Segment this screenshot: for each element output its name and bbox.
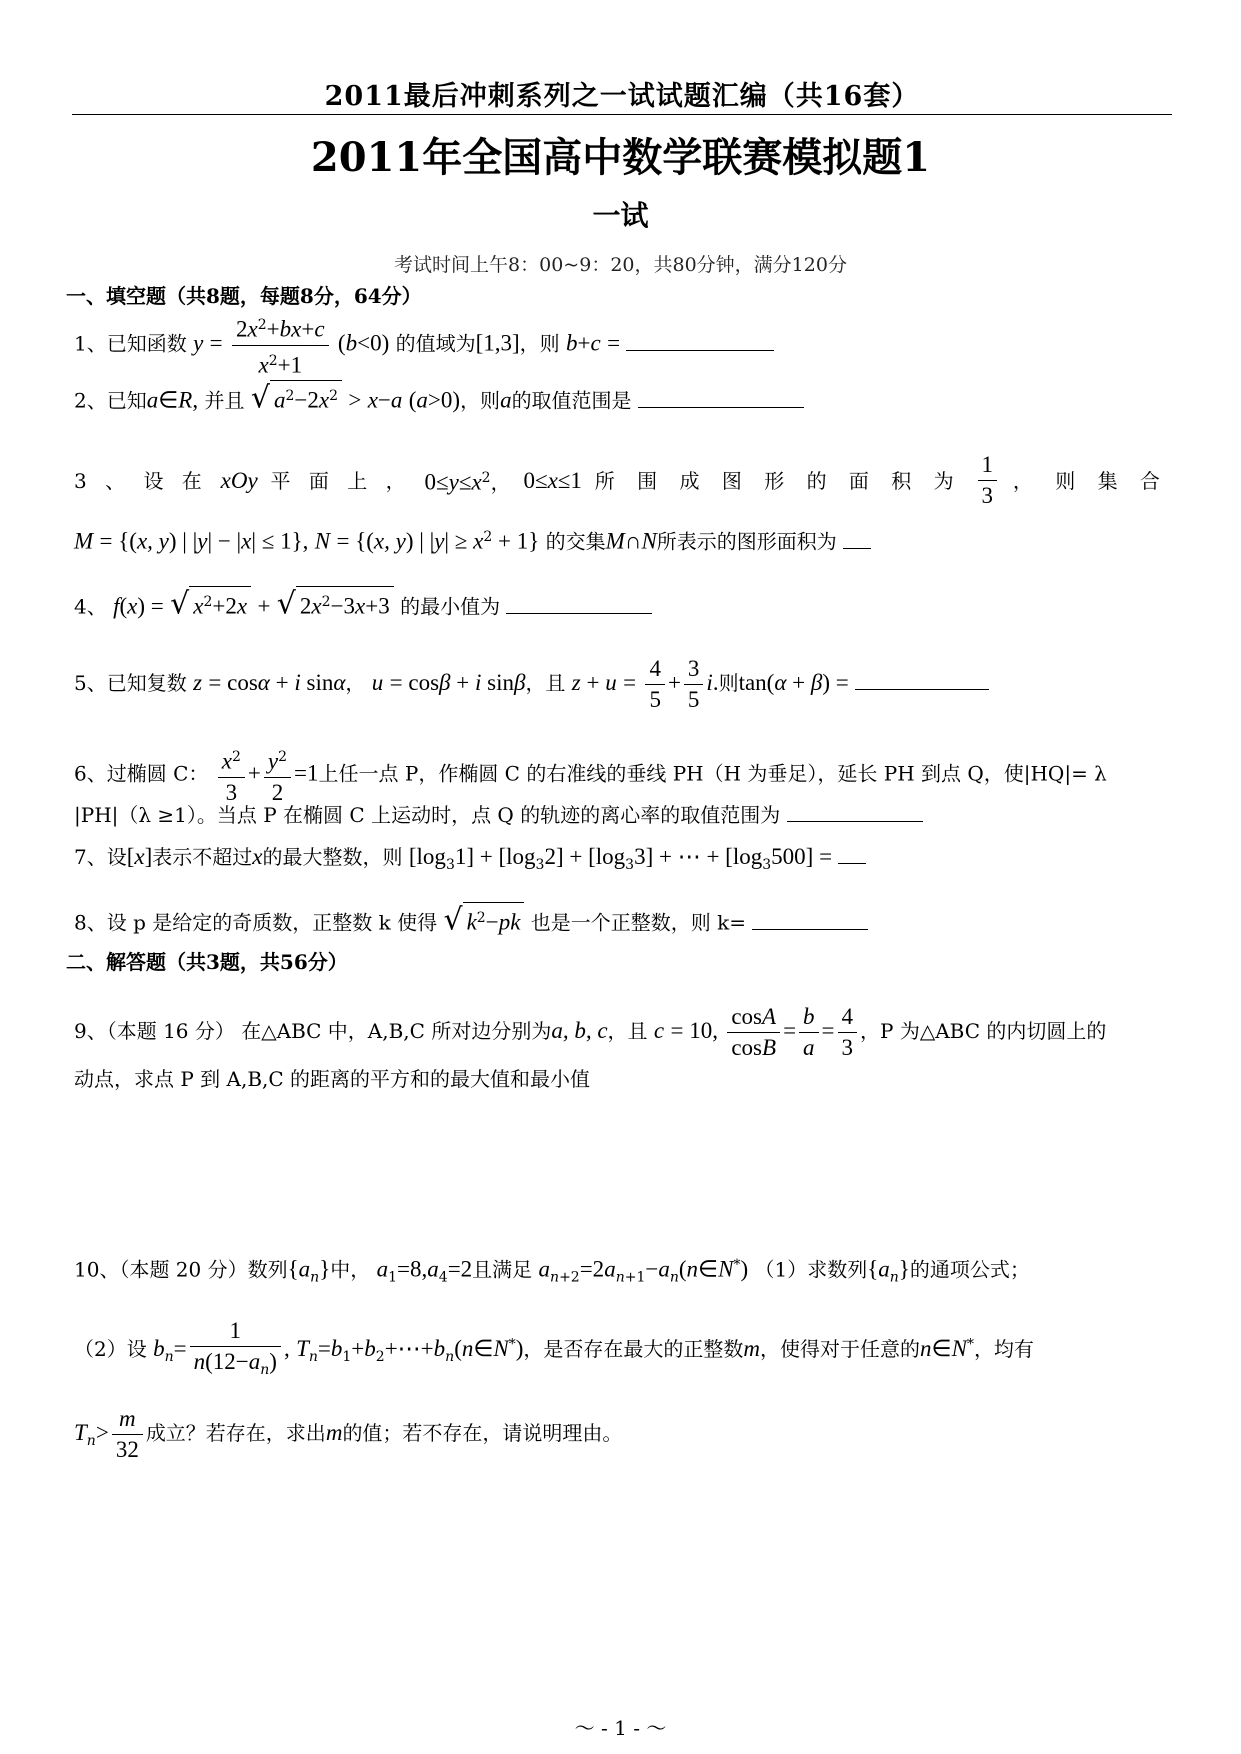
question-9: 9、（本题 16 分） 在△ABC 中，A,B,C 所对边分别为a, b, c，且 c = 10, $\frac{\cos A}{\cos B}$ = $\frac{b}{a}$ = $\frac{4}{3}$ ，P 为△ABC 的内切圆上的 [74, 1004, 1107, 1060]
question-10: 10、（本题 20 分）数列$\{a_n\}$中， $a_1=8,a_4=2$且满足 $a_{n+2}=2a_{n+1}-a_n(n\in N^*)$ （1）求数列$\{a_n\}$的通项公式； [74, 1256, 1030, 1286]
question-7: 7、设[x]表示不超过x的最大整数，则 $[\log_31] + [\log_32] + [\log_33]$ + ⋯ + $[\log_3500]$ = [74, 842, 1174, 880]
q2-answer-blank[interactable] [638, 387, 804, 408]
question-3: 3 、 设 在 xOy 平 面 上 ， $0\le y\le x^2$， 0≤x≤1 所 围 成 图 形 的 面 积 为 $\frac{1}{3}$ ， 则 集 合 [74, 452, 1168, 508]
question-10-line3: $T_n>$ $\frac{m}{32}$ 成立？若存在，求出m的值；若不存在，请说明理由。 [74, 1406, 623, 1462]
question-5: 5、已知复数 z = cosα + i sinα， u = cosβ + i sinβ，且 z + u = $\frac{4}{5}$ + $\frac{3}{5}$ i.则tan(α + β) = [74, 654, 1174, 715]
exam-time: 考试时间上午8：00~9：20，共80分钟，满分120分 [394, 254, 847, 276]
q5-answer-blank[interactable] [855, 669, 989, 690]
question-4: 4、 f(x) = √ $x^2+2x$ + √ $2x^2-3x+3$ 的最小值为 [74, 586, 1174, 622]
q8-answer-blank[interactable] [752, 909, 868, 930]
q1-lead: 1、已知函数 [74, 331, 187, 356]
q1-answer-blank[interactable] [626, 330, 774, 351]
q6-answer-blank[interactable] [787, 801, 923, 822]
question-6-line2: |PH|（λ ≥1）。当点 P 在椭圆 C 上运动时，点 Q 的轨迹的离心率的取值范围为 [74, 800, 1174, 830]
question-3-line2: M = {(x, y) | |y| − |x| ≤ 1}, N = {(x, y) | $|y| \ge x^2 + 1$} 的交集M∩N所表示的图形面积为 [74, 522, 1174, 557]
section-fill-in: 一、填空题（共8题，每题8分，64分） [66, 284, 422, 308]
running-header: 2011最后冲刺系列之一试试题汇编（共16套） [324, 81, 920, 112]
q7-answer-blank[interactable] [838, 843, 866, 864]
page-title: 2011年全国高中数学联赛模拟题1 [310, 134, 931, 181]
question-6: 6、过椭圆 C： $\frac{x^2}{3}$ + $\frac{y^2}{2}$ =1上任一点 P，作椭圆 C 的右准线的垂线 PH（H 为垂足），延长 PH 到点 Q，使|HQ|= λ [74, 742, 1174, 808]
section-solution: 二、解答题（共3题，共56分） [66, 950, 348, 974]
q3-answer-blank[interactable] [843, 528, 871, 549]
q1-fraction: $\frac{2x^2+bx+c}{x^2+1}$ [232, 310, 329, 380]
question-1: 1、已知函数 y = $\frac{2x^2+bx+c}{x^2+1}$ (b<0) 的值域为[1,3]，则 b+c = [74, 310, 1174, 380]
question-9-line2: 动点，求点 P 到 A,B,C 的距离的平方和的最大值和最小值 [74, 1067, 591, 1091]
question-2: 2、已知a∈R, 并且 √ $a^2-2x^2 > x-a$ (a>0)，则a的取值范围是 [74, 380, 1174, 416]
page-subtitle: 一试 [592, 199, 649, 232]
question-10-line2: （2）设 $b_n=$ $\frac{1}{n(12-a_n)}$ , $T_n=b_1+b_2+\cdots+b_n(n\in N^*)$，是否存在最大的正整数m，使得对于任意的n∈N*，均有 [74, 1318, 1034, 1378]
page-number: ～ - 1 - ～ [574, 1716, 667, 1740]
header-rule [72, 114, 1172, 115]
q4-answer-blank[interactable] [506, 593, 652, 614]
question-8: 8、设 p 是给定的奇质数，正整数 k 使得 √ $k^2-pk$ 也是一个正整数，则 k= [74, 902, 1174, 938]
